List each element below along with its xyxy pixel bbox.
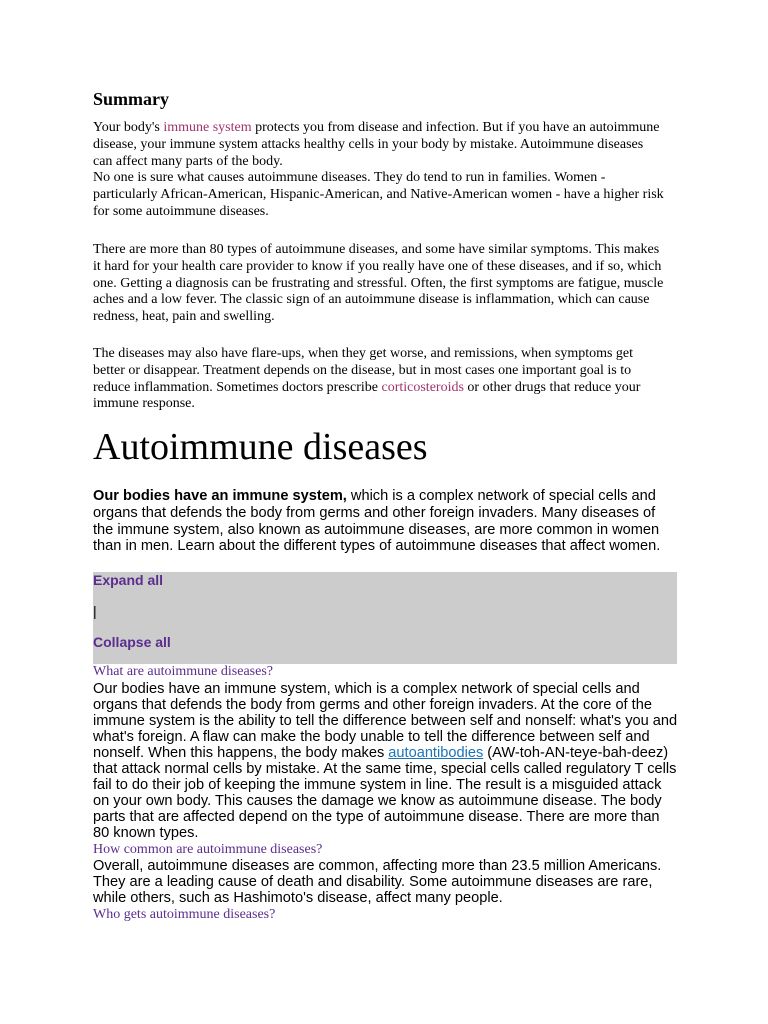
summary-paragraph-2: No one is sure what causes autoimmune diseases. They do tend to run in families. Women - particularly African-American, Hispanic-American, and Native-American women - have a higher risk for some autoimmune diseases. xyxy=(93,170,664,219)
faq-question-how-common[interactable]: How common are autoimmune diseases? xyxy=(93,842,323,857)
autoantibodies-link[interactable]: autoantibodies xyxy=(388,745,484,761)
accordion-controls xyxy=(93,572,677,664)
expand-all-button[interactable]: Expand all xyxy=(93,572,164,588)
intro-paragraph: Our bodies have an immune system, which is a complex network of special cells and organs that defends the body from germs and other foreign invaders. Many diseases of the immune system, also known as autoimmune diseases, are more common in women than in men. Learn about the different types of autoimmune diseases that affect women. xyxy=(93,488,661,555)
summary-paragraph-4: The diseases may also have flare-ups, when they get worse, and remissions, when symptoms get better or disappear. Treatment depends on the disease, but in most cases one important goal is to reduce inflammation. Sometimes doctors prescribe corticosteroids or other drugs that reduce your immune response. xyxy=(93,346,641,412)
summary-paragraph-3: There are more than 80 types of autoimmune diseases, and some have similar symptoms. This makes it hard for your health care provider to know if you really have one of these diseases, and if so, which one. Getting a diagnosis can be frustrating and stressful. Often, the first symptoms are fatigue, muscle aches and a low fever. The classic sign of an autoimmune disease is inflammation, which can cause redness, heat, pain and swelling. xyxy=(93,242,664,325)
corticosteroids-link[interactable]: corticosteroids xyxy=(381,379,464,395)
faq-question-what-are[interactable]: What are autoimmune diseases? xyxy=(93,664,273,679)
faq-question-who-gets[interactable]: Who gets autoimmune diseases? xyxy=(93,907,276,922)
immune-system-link[interactable]: immune system xyxy=(163,120,252,135)
faq-answer-what-are: Our bodies have an immune system, which is a complex network of special cells and organs that defends the body from germs and other foreign invaders. At the core of the immune system is the ability to tell the difference between self and nonself: what's you and what's foreign. A flaw can make the body unable to tell the difference between self and nonself. When this happens, the body makes autoantibodies (AW-toh-AN-teye-bah-deez) that attack normal cells by mistake. At the same time, special cells called regulatory T cells fail to do their job of keeping the immune system in line. The result is a misguided attack on your own body. This causes the damage we know as autoimmune disease. The body parts that are affected depend on the type of autoimmune disease. There are more than 80 known types. xyxy=(93,681,678,841)
intro-bold-lead: Our bodies have an immune system, xyxy=(93,488,347,504)
summary-heading: Summary xyxy=(93,89,169,109)
separator: | xyxy=(93,603,97,619)
faq-answer-how-common: Overall, autoimmune diseases are common, affecting more than 23.5 million Americans. They are a leading cause of death and disability. Some autoimmune diseases are rare, while others, such as Hashimoto's disease, affect many people. xyxy=(93,858,662,906)
summary-intro xyxy=(93,120,665,221)
page-title: Autoimmune diseases xyxy=(93,426,428,468)
collapse-all-button[interactable]: Collapse all xyxy=(93,634,171,650)
summary-paragraph-1: Your body's immune system protects you from disease and infection. But if you have an autoimmune disease, your immune system attacks healthy cells in your body by mistake. Autoimmune diseases can affect many parts of the body. xyxy=(93,120,660,169)
